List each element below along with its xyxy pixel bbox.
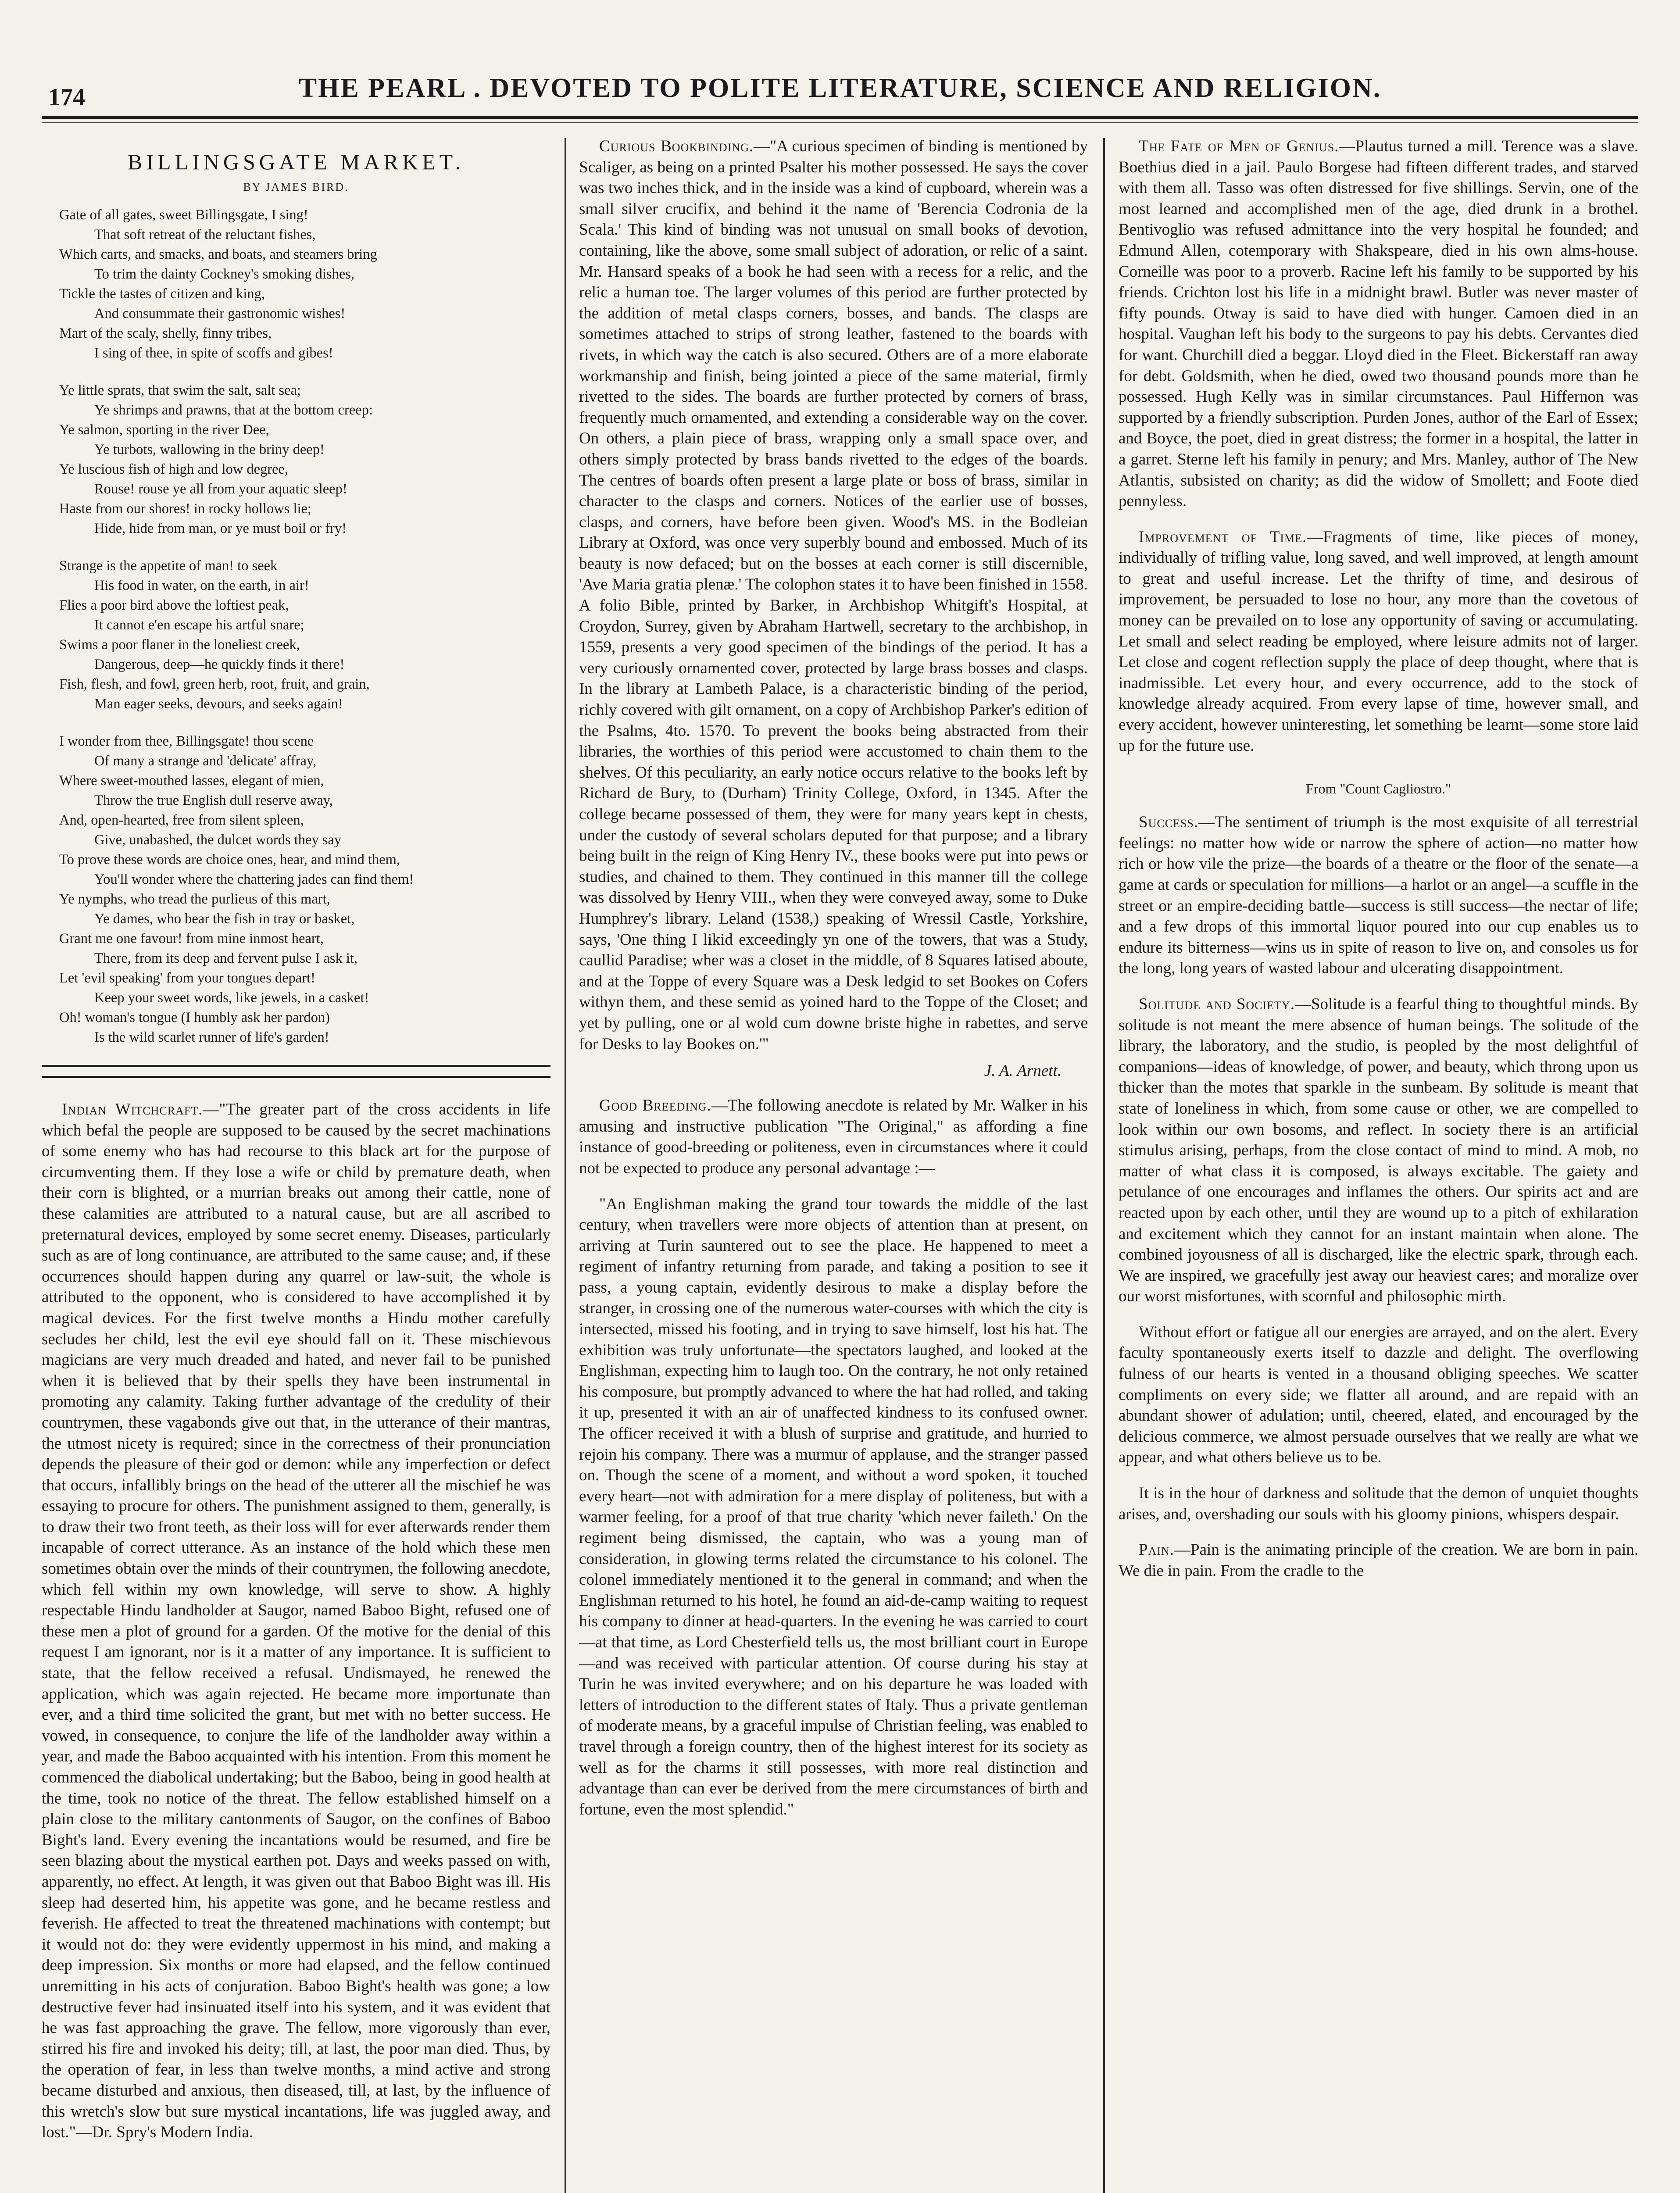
article-heading: Good Breeding.	[599, 1096, 711, 1115]
poem-line: Grant me one favour! from mine inmost heart,	[59, 931, 324, 946]
newspaper-page	[42, 61, 1638, 2193]
article-men-of-genius	[1119, 136, 1638, 512]
poem-line: Give, unabashed, the dulcet words they say	[94, 832, 342, 848]
poem-line: Flies a poor bird above the loftiest peak,	[59, 597, 289, 613]
poem-line: Is the wild scarlet runner of life's garden!	[94, 1029, 329, 1045]
good-breeding-anecdote: "An Englishman making the grand tour towards the middle of the last century, when travellers were more objects of attention than at present, on arriving at Turin sauntered out to see the place. He happened to meet a regiment of infantry returning from parade, and taking a position to see it pass, a young captain, evidently desirous to make a display before the stranger, in crossing one of the numerous water-courses with which the city is intersected, missed his footing, and in trying to save himself, lost his hat. The exhibition was truly unfortunate—the spectators laughed, and looked at the Englishman, expecting him to laugh too. On the contrary, he not only retained his composure, but promptly advanced to where the hat had rolled, and taking it up, presented it with an air of unaffected kindness to its confused owner. The officer received it with a blush of surprise and gratitude, and hurried to rejoin his company. There was a murmur of applause, and the stranger passed on. Though the scene of a moment, and without a word spoken, it touched every heart—not with admiration for a mere display of politeness, but with a warmer feeling, for a proof of that true charity 'which never faileth.' On the regiment being dismissed, the captain, who was a young man of consideration, in glowing terms related the circumstance to his colonel. The colonel immediately mentioned it to the general in command; and when the Englishman returned to his hotel, he found an aid-de-camp waiting to request his company to dinner at head-quarters. In the evening he was carried to court—at that time, as Lord Chesterfield tells us, the most brilliant court in Europe—and was received with particular attention. Of course during his stay at Turin he was invited everywhere; and on his departure he was loaded with letters of introduction to the different states of Italy. Thus a private gentleman of moderate means, by a graceful impulse of Christian feeling, was enabled to travel through a foreign country, then of the highest interest for its society as well as for the charms it still possesses, with more real distinction and advantage than can ever be derived from the mere circumstances of birth and fortune, even the most splendid."	[579, 1195, 1088, 1818]
poem-line: Hide, hide from man, or ye must boil or fry!	[94, 521, 347, 536]
poem-line: You'll wonder where the chattering jades can find them!	[94, 871, 414, 887]
article-heading: Success.	[1139, 813, 1199, 832]
poem-title: BILLINGSGATE MARKET.	[128, 150, 465, 174]
poem-line: Fish, flesh, and fowl, green herb, root, fruit, and grain,	[59, 676, 370, 692]
poem-line: Throw the true English dull reserve away,	[94, 793, 333, 808]
section-rule	[42, 1065, 550, 1078]
poem-line: Where sweet-mouthed lasses, elegant of mien,	[59, 773, 324, 789]
article-heading: Pain.	[1139, 1541, 1175, 1559]
article-heading: Solitude and Society.	[1139, 995, 1295, 1013]
article-text: —Pain is the animating principle of the creation. We are born in pain. We die in pain. From the cradle to the	[1119, 1541, 1638, 1580]
poem-line: It cannot e'en escape his artful snare;	[94, 617, 304, 633]
poem-line: Gate of all gates, sweet Billingsgate, I sing!	[59, 207, 308, 223]
poem-line: Of many a strange and 'delicate' affray,	[94, 753, 317, 769]
poem-line: There, from its deep and fervent pulse I ask it,	[94, 950, 358, 966]
poem-line: Haste from our shores! in rocky hollows lie;	[59, 501, 311, 517]
poem-line: Ye dames, who bear the fish in tray or basket,	[94, 911, 355, 927]
column-rule-1	[565, 138, 566, 2193]
article-text: —"The greater part of the cross accidents in life which befal the people are supposed to be caused by the secret machinations of some enemy who has had recourse to this black art for the purpose of circumventing them. If they lose a wife or child by premature death, when their corn is blighted, or a murrian breaks out among their cattle, none of these calamities are attributed to a natural cause, but are all ascribed to preternatural devices, employed by some secret enemy. Diseases, particularly such as are of long continuance, are attributed to the same cause; and, if these occurrences should happen during any quarrel or law-suit, the whole is attributed to the opponent, who is considered to have accomplished it by magical devices. For the first twelve months a Hindu mother carefully secludes her child, lest the evil eye should fall on it. These mischievous magicians are very much dreaded and hated, and never fail to be punished when it is believed that by their spells they have been instrumental in promoting any calamity. Taking further advantage of the credulity of their countrymen, these vagabonds give out that, in the utterance of their mantras, the utmost nicety is required; since in the correctness of their pronunciation depends the pleasure of their god or demon: while any imperfection or defect that occurs, infallibly brings on the head of the utterer all the mischief he was essaying to procure for others. The punishment assigned to them, generally, is to draw their two front teeth, as their loss will for ever afterwards render them incapable of correct utterance. As an instance of the hold which these men sometimes obtain over the minds of their countrymen, the following anecdote, which fell within my own knowledge, will serve to show. A highly respectable Hindu landholder at Saugor, named Baboo Bight, refused one of these men a plot of ground for a garden. Of the motive for the denial of this request I am ignorant, nor is it a matter of any importance. It is sufficient to state, that the fellow received a refusal. Undismayed, he renewed the application, which was again rejected. He became more importunate than ever, and a third time solicited the grant, but met with no better success. He vowed, in consequence, to conjure the life of the landholder away within a year, and made the Baboo acquainted with his intention. From this moment he commenced the diabolical undertaking; but the Baboo, being in good health at the time, took no notice of the threat. The fellow established himself on a plain close to the military cantonments of Saugor, on the confines of Baboo Bight's land. Every evening the incantations would be resumed, and fire be seen blazing about the mystical earthen pot. Days and weeks passed on with, apparently, no effect. At length, it was given out that Baboo Bight was ill. His sleep had deserted him, his appetite was gone, and he became restless and feverish. He affected to treat the threatened machinations with contempt; but it would not do: they were evidently uppermost in his mind, and making a deep impression. Six months or more had elapsed, and the fellow continued unremitting in his acts of conjuration. Baboo Bight's health was gone; a low destructive fever had insinuated itself into his system, and it was evident that he was fast approaching the grave. The fellow, more vigorously than ever, stirred his fire and invoked his deity; till, at last, the poor man died. Thus, by the operation of fear, in less than twelve months, a mind active and strong became disturbed and anxious, then diseased, till, at last, by the influence of this wretch's slow but sure mystical incantations, life was juggled away, and lost."—Dr. Spry's Modern India.	[42, 1100, 550, 2142]
poem-line: Ye shrimps and prawns, that at the bottom creep:	[94, 402, 373, 418]
poem-line: Ye little sprats, that swim the salt, salt sea;	[59, 382, 301, 398]
poem-byline: BY JAMES BIRD.	[243, 181, 349, 193]
poem-stanza	[59, 381, 550, 539]
article-heading: Improvement of Time.	[1139, 528, 1307, 546]
poem-line: Strange is the appetite of man! to seek	[59, 558, 278, 574]
poem-line: Ye turbots, wallowing in the briny deep!	[94, 442, 325, 457]
header-rule	[42, 116, 1638, 123]
poem-line: And, open-hearted, free from silent spleen,	[59, 812, 304, 828]
poem-line: That soft retreat of the reluctant fishes,	[94, 227, 316, 243]
poem-line: And consummate their gastronomic wishes!	[94, 306, 346, 321]
column-2	[579, 136, 1088, 2193]
poem-line: Dangerous, deep—he quickly finds it there!	[94, 657, 345, 672]
poem-line: Tickle the tastes of citizen and king,	[59, 286, 265, 302]
poem-line: Mart of the scaly, shelly, finny tribes,	[59, 325, 272, 341]
article-curious-bookbinding	[579, 136, 1088, 1054]
poem-line: Let 'evil speaking' from your tongues depart!	[59, 970, 315, 986]
poem-stanza	[59, 556, 550, 714]
article-success	[1119, 812, 1638, 979]
running-head	[42, 61, 1638, 114]
poem-line: Ye salmon, sporting in the river Dee,	[59, 422, 269, 438]
article-improvement-of-time	[1119, 527, 1638, 757]
article-heading: The Fate of Men of Genius.	[1139, 137, 1339, 155]
article-signature: J. A. Arnett.	[984, 1062, 1062, 1080]
poem-line: I wonder from thee, Billingsgate! thou scene	[59, 733, 314, 749]
article-pain	[1119, 1539, 1638, 1581]
article-text: —Plautus turned a mill. Terence was a slave. Boethius died in a jail. Paulo Borgese had fifteen different trades, and starved with them all. Tasso was often distressed for five shillings. Servin, one of the most learned and accomplished men of the age, died drunk in a brothel. Bentivoglio was refused admittance into the very hospital he founded; and Edmund Allen, cotemporary with Shakspeare, died in his own alms-house. Corneille was poor to a proverb. Racine left his family to be supported by his friends. Crichton lost his life in a midnight brawl. Butler was never master of fifty pounds. Otway is said to have died with hunger. Camoen died in an hospital. Vaughan left his body to the surgeons to pay his debts. Cervantes died for want. Churchill died a beggar. Lloyd died in the Fleet. Bickerstaff ran away for debt. Goldsmith, when he died, owed two thousand pounds more than he possessed. Hugh Kelly was in similar circumstances. Paul Hiffernon was supported by a friendly subscription. Purden Jones, author of the Earl of Essex; and Boyce, the poet, died in great distress; the former in a hospital, the latter in a garret. Sterne left his family in penury; and Mrs. Manley, author of The New Atlantis, subsisted on charity; as did the widow of Smollett; and Foote died pennyless.	[1119, 137, 1638, 511]
source-note: From "Count Cagliostro."	[1305, 781, 1451, 797]
poem-line: Which carts, and smacks, and boats, and steamers bring	[59, 246, 377, 262]
article-text: —The sentiment of triumph is the most exquisite of all terrestrial feelings: no matter how wide or narrow the sphere of action—no matter how rich or how vile the prize—the boards of a theatre or the floor of the senate—a game at cards or speculation for millions—a harlot or an angel—a scuffle in the street or an empire-deciding battle—success is still success—the nectar of life; and a few drops of this immortal liquor poured into our cup enables us to endure its bitterness—wins us in spite of reason to live on, and consoles us for the long, long years of wasted labour and ulcerating disappointment.	[1119, 813, 1638, 978]
poem-line: Keep your sweet words, like jewels, in a casket!	[94, 990, 369, 1006]
poem-line: Swims a poor flaner in the loneliest creek,	[59, 637, 300, 653]
page-number: 174	[48, 84, 85, 111]
poem-body	[42, 205, 550, 1047]
poem-line: To prove these words are choice ones, hear, and mind them,	[59, 852, 400, 868]
article-text: —Fragments of time, like pieces of money, individually of trifling value, long saved, and well improved, at length amount to great and useful increase. Let the thrifty of time, and desirous of improvement, be persuaded to lose no hour, any more than the covetous of money can be prevailed on to lose any opportunity of saving or accumulating. Let small and select reading be employed, where leisure admits not of larger. Let close and cogent reflection supply the place of deep thought, where that is inadmissible. Let every hour, and every occurrence, add to the stock of knowledge already acquired. From every lapse of time, however small, and every accident, however uninteresting, let something be learnt—some store laid up for the future use.	[1119, 528, 1638, 755]
column-rule-2	[1103, 138, 1105, 2193]
article-text: —The following anecdote is related by Mr. Walker in his amusing and instructive publication "The Original," as affording a fine instance of good-breeding or politeness, even in circumstances where it could not be expected to produce any personal advantage :—	[579, 1096, 1088, 1177]
article-solitude-and-society	[1119, 994, 1638, 1307]
solitude-paragraph-2: Without effort or fatigue all our energies are arrayed, and on the alert. Every faculty spontaneously exerts itself to dazzle and delight. The overflowing fulness of our hearts is vented in a thousand obliging speeches. We scatter compliments on every side; we flatter all around, and are repaid with an abundant shower of adulation; until, cheered, elated, and encouraged by the delicious commerce, we almost persuade ourselves that we really are what we appear, and what others believe us to be.	[1119, 1323, 1638, 1467]
poem-line: Rouse! rouse ye all from your aquatic sleep!	[94, 481, 347, 497]
article-heading: Curious Bookbinding.	[599, 137, 754, 155]
poem-line: Man eager seeks, devours, and seeks again!	[94, 696, 343, 712]
column-1	[42, 136, 550, 2193]
poem-line: Ye nymphs, who tread the purlieus of this mart,	[59, 891, 330, 907]
article-text: —Solitude is a fearful thing to thoughtful minds. By solitude is not meant the mere absence of human beings. The solitude of the library, the laboratory, and the studio, is peopled by the most delightful of companions—ideas of knowledge, of power, and beauty, which throng upon us thicker than the motes that sparkle in the sunbeam. By solitude is meant that state of loneliness in which, from some cause or other, we are compelled to look within our own bosoms, and reflect. In society there is an artificial stimulus arising, perhaps, from the close contact of mind to mind. A mob, no matter of what class it is composed, is always excitable. The gaiety and petulance of one encourages and inflames the others. Our spirits act and are reacted upon by each other, until they are wound up to a pitch of exhilaration and excitement which they cannot for an instant maintain when alone. The combined joyousness of all is discharged, like the electric spark, through each. We are inspired, we gracefully jest away our heaviest cares; and moralize over our worst misfortunes, with scornful and philosophic mirth.	[1119, 995, 1638, 1306]
article-heading: Indian Witchcraft.	[62, 1100, 203, 1118]
poem-line: His food in water, on the earth, in air!	[94, 578, 309, 593]
poem-stanza	[59, 205, 550, 363]
solitude-paragraph-3: It is in the hour of darkness and solitude that the demon of unquiet thoughts arises, and, overshading our souls with his gloomy pinions, whispers despair.	[1119, 1484, 1638, 1523]
journal-title: THE PEARL . DEVOTED TO POLITE LITERATURE, SCIENCE AND RELIGION.	[298, 73, 1382, 103]
poem-stanza	[59, 732, 550, 1047]
article-good-breeding	[579, 1095, 1088, 1179]
poem-line: Oh! woman's tongue (I humbly ask her pardon)	[59, 1010, 330, 1025]
poem-line: I sing of thee, in spite of scoffs and gibes!	[94, 345, 333, 361]
article-indian-witchcraft	[42, 1099, 550, 2143]
article-text: —"A curious specimen of binding is mentioned by Scaliger, as being on a printed Psalter his mother possessed. He says the cover was two inches thick, and in the inside was a kind of cupboard, wherein was a small silver crucifix, and behind it the name of 'Berencia Codronia de la Scala.' This kind of binding was not unusual on small books of devotion, containing, like the above, some small subject of adoration, or relic of a saint. Mr. Hansard speaks of a book he had seen with a recess for a relic, and the relic a human toe. The larger volumes of this period are further protected by the addition of metal clasps corners, bosses, and bands. The clasps are sometimes attached to strips of strong leather, fastened to the boards with rivets, in which way the catch is also secured. Others are of a more elaborate workmanship and finish, being jointed a piece of the same material, firmly rivetted to the sides. The boards are further protected by corners of brass, frequently much ornamented, and extending a considerable way on the cover. On others, a plain piece of brass, wrapping only a small space over, and others simply protected by brass bands rivetted to the edges of the boards. The centres of boards often present a large plate or boss of brass, similar in character to the clasps and corners. Notices of the earlier use of bosses, clasps, and corners, have before been given. Wood's MS. in the Bodleian Library at Oxford, was once very superbly bound and embossed. Much of its beauty is now defaced; but on the bosses at each corner is still discernible, 'Ave Maria gratia plenæ.' The colophon states it to have been finished in 1558. A folio Bible, printed by Barker, in Archbishop Whitgift's Hospital, at Croydon, Surrey, given by Abraham Hartwell, secretary to the archbishop, in 1559, presents a very good specimen of the bindings of the period. It has a very curiously ornamented cover, protected by large brass bosses and clasps. In the library at Lambeth Palace, is a characteristic binding of the period, richly covered with gilt ornament, on a copy of Archbishop Parker's edition of the Psalms, 4to. 1570. To prevent the books being abstracted from their libraries, the worthies of this period were accustomed to chain them to the shelves. Of this peculiarity, an early notice occurs relative to the books left by Richard de Bury, to (Durham) Trinity College, Oxford, in 1345. After the college became possessed of them, they were for many years kept in chests, under the custody of several scholars deputed for that purpose; and a library being built in the reign of King Henry IV., these books were put into pews or studies, and chained to them. They continued in this manner till the college was dissolved by Henry VIII., when they were conveyed away, some to Duke Humphrey's library. Leland (1538,) speaking of Wressil Castle, Yorkshire, says, 'One thing I likid exceedingly yn one of the towers, that was a Study, caullid Paradise; wher was a closet in the middle, of 8 Squares latised aboute, and at the Toppe of every Square was a Desk ledgid to set Bookes on Cofers withyn them, and these semid as yoined hard to the Toppe of the Closet; and yet by pulling, one or al wold cum downe briste highe in rabettes, and serve for Desks to lay Bookes on.'"	[579, 137, 1088, 1053]
poem-line: To trim the dainty Cockney's smoking dishes,	[94, 266, 355, 282]
column-3	[1119, 136, 1638, 2193]
poem-line: Ye luscious fish of high and low degree,	[59, 461, 289, 477]
